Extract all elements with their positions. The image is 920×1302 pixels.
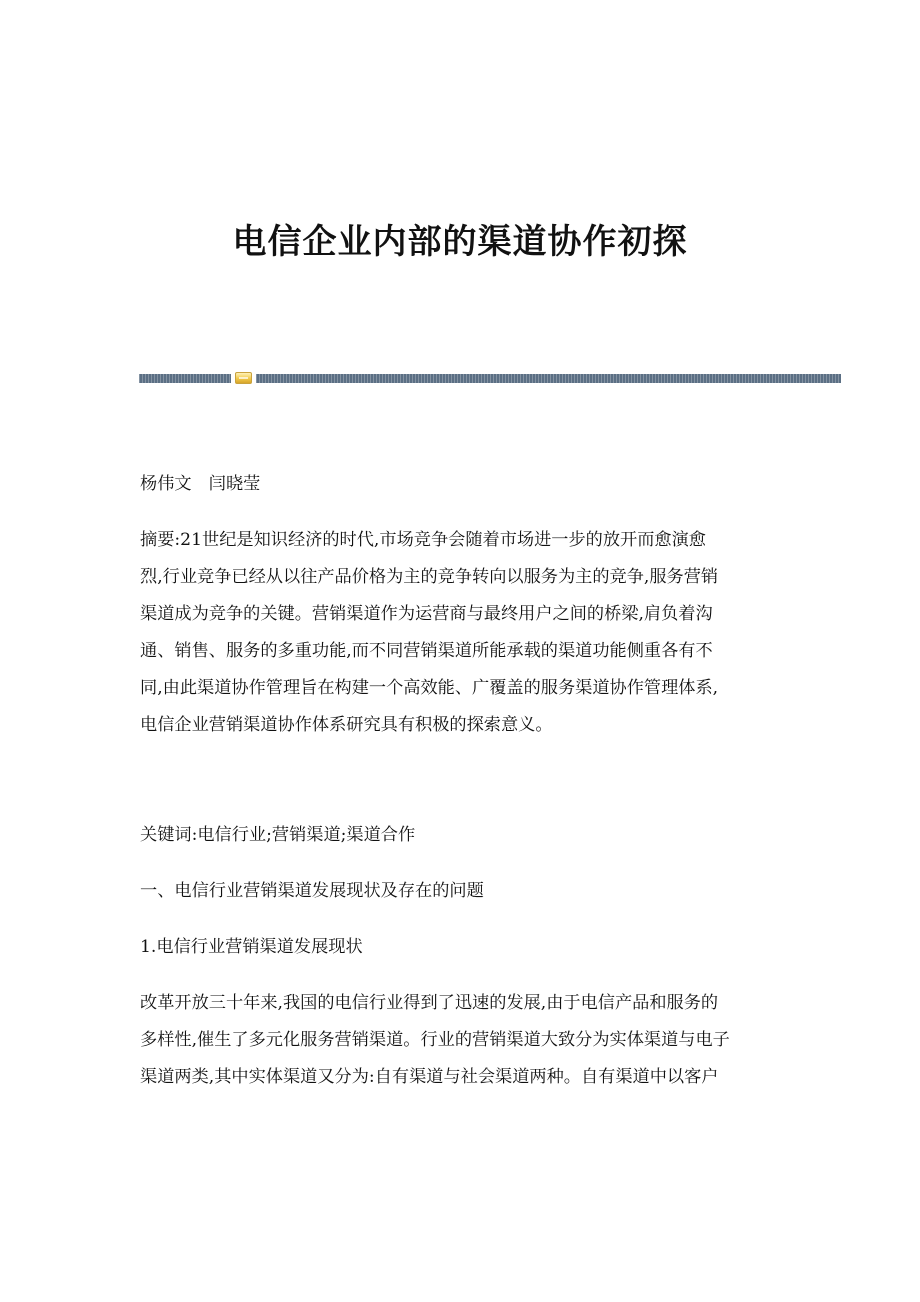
body-line: 多样性,催生了多元化服务营销渠道。行业的营销渠道大致分为实体渠道与电子 xyxy=(140,1030,730,1050)
section-heading: 一、电信行业营销渠道发展现状及存在的问题 xyxy=(140,881,484,901)
abstract xyxy=(140,528,790,750)
abstract-line: 摘要:21世纪是知识经济的时代,市场竞争会随着市场进一步的放开而愈演愈 xyxy=(140,530,706,550)
abstract-line: 电信企业营销渠道协作体系研究具有积极的探索意义。 xyxy=(140,715,553,735)
abstract-line: 同,由此渠道协作管理旨在构建一个高效能、广覆盖的服务渠道协作管理体系, xyxy=(140,678,719,698)
title-divider-left xyxy=(139,374,231,383)
abstract-line: 烈,行业竞争已经从以往产品价格为主的竞争转向以服务为主的竞争,服务营销 xyxy=(140,567,719,587)
body-line: 渠道两类,其中实体渠道又分为:自有渠道与社会渠道两种。自有渠道中以客户 xyxy=(140,1067,719,1087)
authors: 杨伟文 闫晓莹 xyxy=(140,474,261,494)
abstract-line: 渠道成为竞争的关键。营销渠道作为运营商与最终用户之间的桥梁,肩负着沟 xyxy=(140,604,713,624)
body-line: 改革开放三十年来,我国的电信行业得到了迅速的发展,由于电信产品和服务的 xyxy=(140,993,719,1013)
subsection-heading: 1.电信行业营销渠道发展现状 xyxy=(140,937,363,957)
keywords: 关键词:电信行业;营销渠道;渠道合作 xyxy=(140,825,416,845)
title-divider-right xyxy=(256,374,841,383)
abstract-line: 通、销售、服务的多重功能,而不同营销渠道所能承载的渠道功能侧重各有不 xyxy=(140,641,713,661)
body-paragraph xyxy=(140,991,790,1102)
divider-ornament-icon xyxy=(235,372,252,384)
document-title: 电信企业内部的渠道协作初探 xyxy=(232,222,688,262)
